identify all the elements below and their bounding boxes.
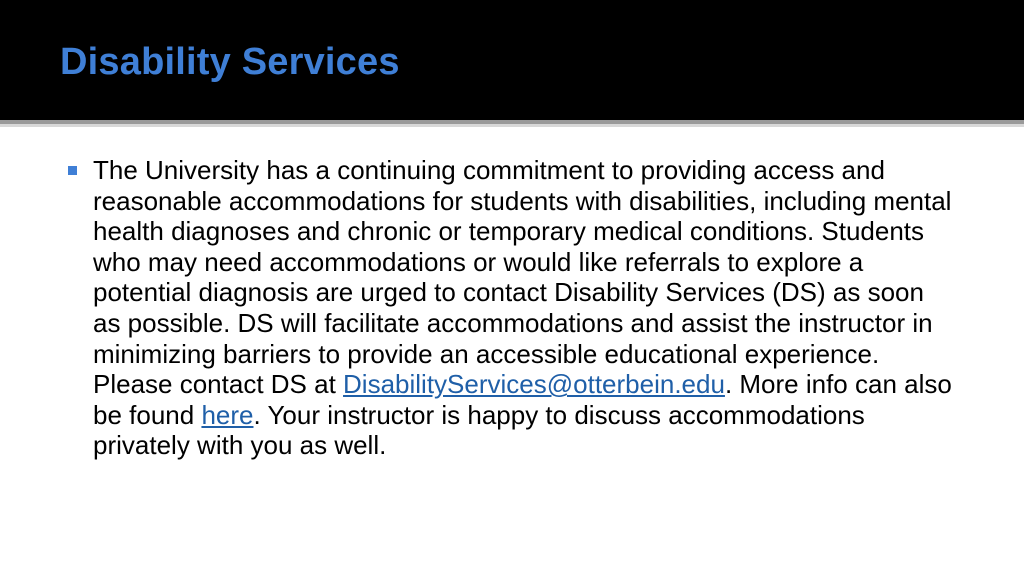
body-text-2: . More info can also be found — [93, 369, 952, 430]
slide-content — [68, 155, 958, 461]
email-link[interactable]: DisabilityServices@otterbein.edu — [343, 369, 725, 400]
title-divider-shadow — [0, 124, 1024, 127]
slide-title: Disability Services — [60, 41, 400, 83]
title-bar — [0, 0, 1024, 120]
here-link[interactable]: here — [201, 399, 254, 430]
body-text-3: . Your instructor is happy to discuss accommodations privately with you as well. — [93, 399, 865, 461]
body-text-1: The University has a continuing commitment to providing access and reasonable accommodations for students with disabilities, including mental health diagnoses and chronic or temporary medical conditions. Students who may need accommodations or would like referrals to explore a potential diagnosis are urged to contact Disability Services (DS) as soon as possible. DS will facilitate accommodations and assist the instructor in minimizing barriers to provide an accessible educational experience. Please contact DS at — [93, 155, 952, 400]
square-bullet-icon — [68, 166, 77, 175]
bullet-paragraph — [68, 155, 958, 461]
